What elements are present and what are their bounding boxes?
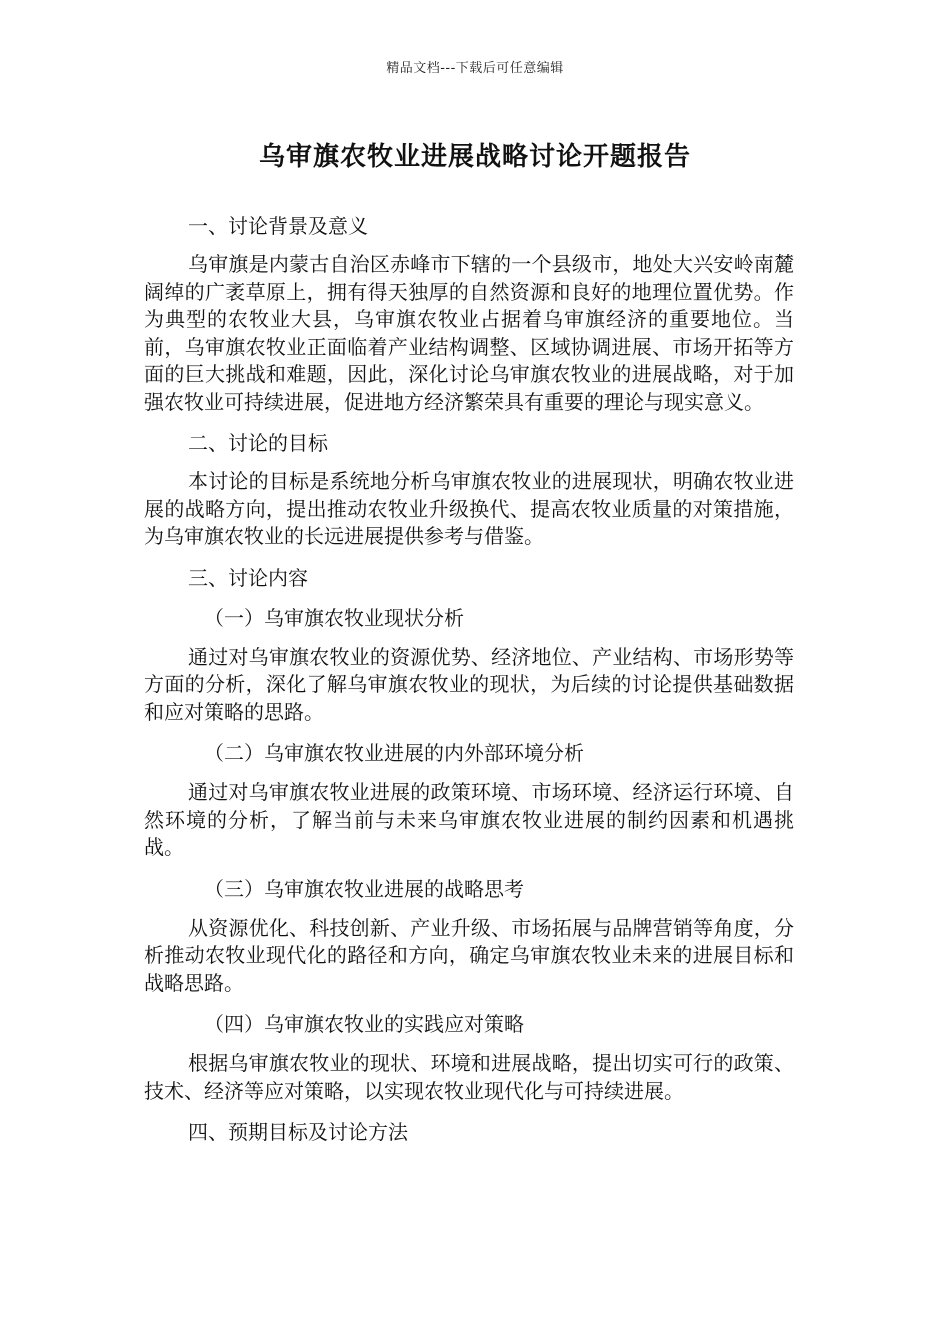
paragraph-status-analysis: 通过对乌审旗农牧业的资源优势、经济地位、产业结构、市场形势等方面的分析，深化了解乌审旗农牧业的现状，为后续的讨论提供基础数据和应对策略的思路。 <box>144 644 794 724</box>
paragraph-countermeasures: 根据乌审旗农牧业的现状、环境和进展战略，提出切实可行的政策、技术、经济等应对策略，以实现农牧业现代化与可持续进展。 <box>144 1051 794 1103</box>
paragraph-goals: 本讨论的目标是系统地分析乌审旗农牧业的进展现状，明确农牧业进展的战略方向，提出推动农牧业升级换代、提高农牧业质量的对策措施，为乌审旗农牧业的长远进展提供参考与借鉴。 <box>144 469 794 548</box>
paragraph-strategy: 从资源优化、科技创新、产业升级、市场拓展与品牌营销等角度，分析推动农牧业现代化的路径和方向，确定乌审旗农牧业未来的进展目标和战略思路。 <box>144 915 794 995</box>
subheading-environment-analysis: （二）乌审旗农牧业进展的内外部环境分析 <box>204 741 584 765</box>
document-body <box>144 211 794 1157</box>
document-title: 乌审旗农牧业进展战略讨论开题报告 <box>258 142 691 172</box>
subheading-status-analysis: （一）乌审旗农牧业现状分析 <box>204 605 464 630</box>
section-heading-background: 一、讨论背景及意义 <box>188 214 368 238</box>
subheading-strategy: （三）乌审旗农牧业进展的战略思考 <box>204 876 524 901</box>
section-heading-content: 三、讨论内容 <box>188 565 308 590</box>
paragraph-environment-analysis: 通过对乌审旗农牧业进展的政策环境、市场环境、经济运行环境、自然环境的分析，了解当前与未来乌审旗农牧业进展的制约因素和机遇挑战。 <box>144 780 794 859</box>
page-header-watermark: 精品文档---下载后可任意编辑 <box>386 61 564 76</box>
section-heading-goals: 二、讨论的目标 <box>188 431 328 455</box>
subheading-countermeasures: （四）乌审旗农牧业的实践应对策略 <box>204 1012 524 1036</box>
paragraph-background: 乌审旗是内蒙古自治区赤峰市下辖的一个县级市，地处大兴安岭南麓阔绰的广袤草原上，拥有得天独厚的自然资源和良好的地理位置优势。作为典型的农牧业大县，乌审旗农牧业占据着乌审旗经济的重要地位。当前，乌审旗农牧业正面临着产业结构调整、区域协调进展、市场开拓等方面的巨大挑战和难题，因此，深化讨论乌审旗农牧业的进展战略，对于加强农牧业可持续进展，促进地方经济繁荣具有重要的理论与现实意义。 <box>144 252 794 414</box>
section-heading-methods: 四、预期目标及讨论方法 <box>188 1120 408 1144</box>
